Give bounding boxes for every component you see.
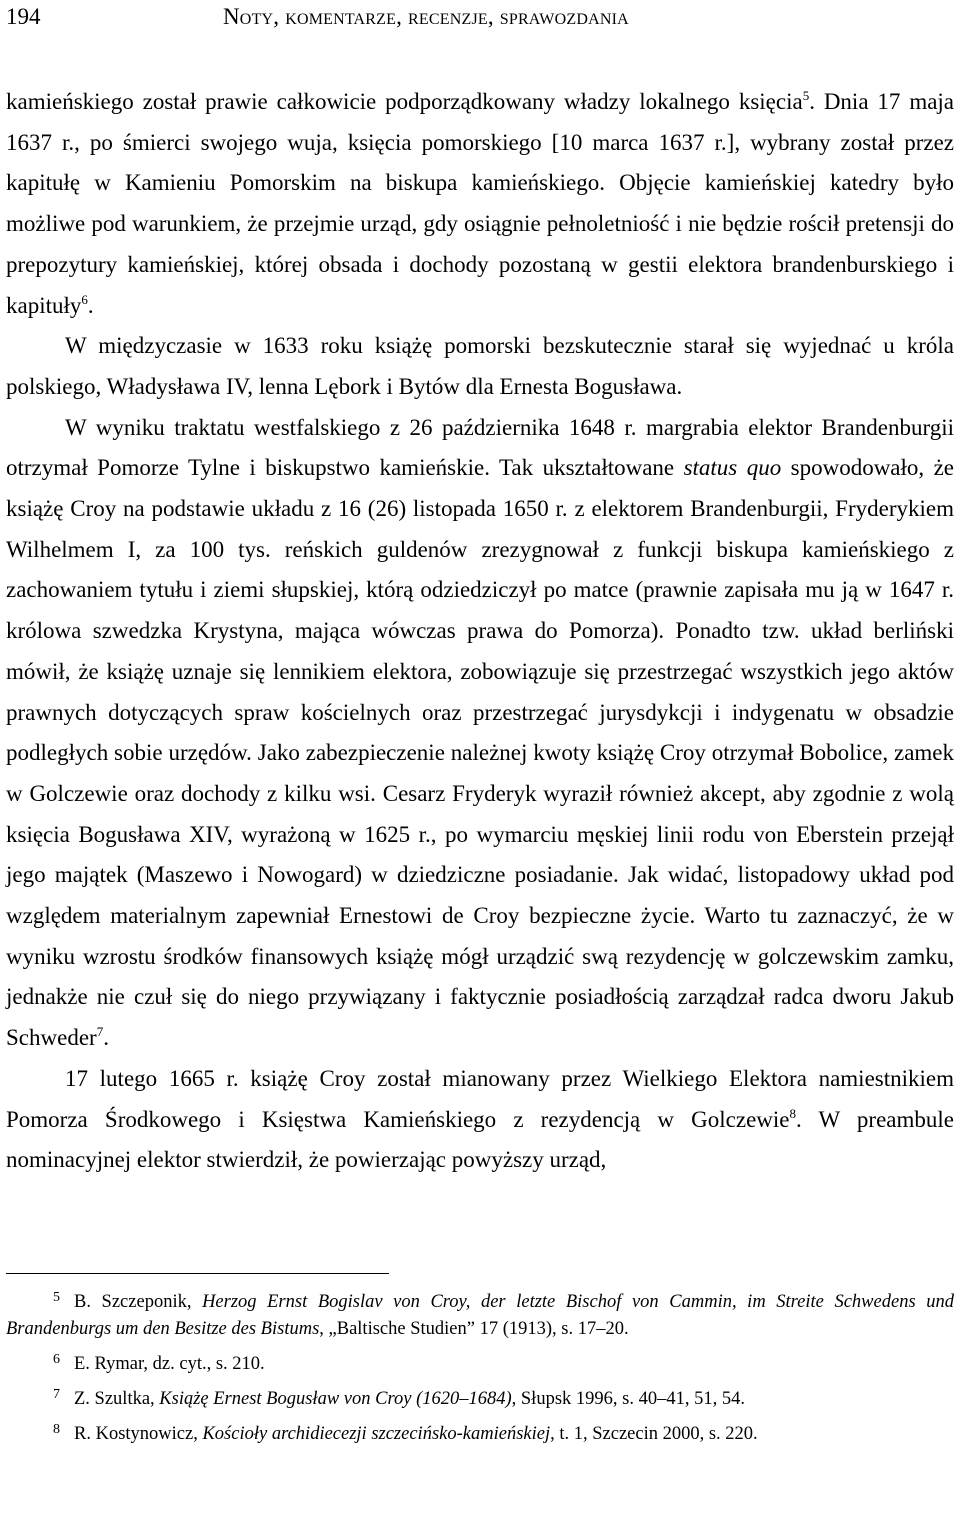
footnote-7-title: Książę Ernest Bogusław von Croy (1620–1684) xyxy=(159,1389,512,1409)
paragraph-3-text-c: . xyxy=(103,1025,109,1051)
footnote-separator xyxy=(6,1273,389,1274)
paragraph-1-text-b: . Dnia 17 maja 1637 r., po śmierci swojego wuja, księcia pomorskiego [10 marca 1637 r.], wybrany został przez kapitułę w Kamieniu Pomorskim na biskupa kamieńskiego. Objęcie kamieńskiej katedry było możliwe pod warunkiem, że przejmie urząd, gdy osiągnie pełnoletniość i nie będzie rościł pretensji do prepozytury kamieńskiej, której obsada i dochody pozostaną w gestii elektora brandenburskiego i kapituły xyxy=(6,89,955,318)
paragraph-4-text-a: 17 lutego 1665 r. książę Croy został mianowany przez Wielkiego Elektora namiestnikiem Pomorza Środkowego i Księstwa Kamieńskiego z rezydencją w Golczewie xyxy=(6,1065,954,1132)
paragraph-4 xyxy=(6,1059,954,1181)
footnote-7: 7 Z. Szultka, Książę Ernest Bogusław von Croy (1620–1684), Słupsk 1996, s. 40–41, 51, 54. xyxy=(53,1387,745,1409)
footnote-ref-6[interactable]: 6 xyxy=(81,291,88,307)
paragraph-3 xyxy=(6,408,954,1059)
paragraph-1-text-a: kamieńskiego został prawie całkowicie podporządkowany władzy lokalnego księcia xyxy=(6,89,803,114)
footnotes xyxy=(6,1289,954,1448)
paragraph-4-text-b: . W preambule nominacyjnej elektor stwierdził, że powierzając powyższy urząd, xyxy=(6,1106,954,1173)
paragraph-3-italic: status quo xyxy=(683,455,782,481)
footnote-6-text: E. Rymar, dz. cyt., s. 210. xyxy=(74,1354,265,1374)
footnote-7-author: Z. Szultka, xyxy=(74,1389,160,1409)
footnote-8: 8 R. Kostynowicz, Kościoły archidiecezji szczecińsko-kamieńskiej, t. 1, Szczecin 2000, s. 220. xyxy=(53,1422,758,1444)
paragraph-3-text-b: spowodowało, że książę Croy na podstawie układu z 16 (26) listopada 1650 r. z elektorem Brandenburgii, Fryderykiem Wilhelmem I, za 100 tys. reńskich guldenów zrezygnował z funkcji biskupa kamieńskiego z zachowaniem tytułu i ziemi słupskiej, którą odziedziczył po matce (prawnie zapisała mu ją w 1647 r. królowa szwedzka Krystyna, mająca wówczas prawa do Pomorza). Ponadto tzw. układ berliński mówił, że książę uznaje się lennikiem elektora, zobowiązuje się przestrzegać wszystkich jego aktów prawnych dotyczących spraw kościelnych oraz przestrzegać jurysdykcji i indygenatu w obsadzie podległych sobie urzędów. Jako zabezpieczenie należnej kwoty książę Croy otrzymał Bobolice, zamek w Golczewie oraz dochody z kilku wsi. Cesarz Fryderyk wyraził również akcept, aby zgodnie z wolą księcia Bogusława XIV, wyrażoną w 1625 r., po wymarciu męskiej linii rodu von Eberstein przejął jego majątek (Maszewo i Nowogard) w dziedziczne posiadanie. Jak widać, listopadowy układ pod względem materialnym zapewniał Ernestowi de Croy bezpieczne życie. Warto tu zaznaczyć, że w wyniku wzrostu środków finansowych książę mógł urządzić swą rezydencję w golczewskim zamku, jednakże nie czuł się do niego przywiązany i faktycznie posiadłością zarządzał radca dworu Jakub Schweder xyxy=(6,455,955,1051)
footnote-8-title: Kościoły archidiecezji szczecińsko-kamieńskiej xyxy=(202,1424,551,1444)
footnote-5: 5 B. Szczeponik, Herzog Ernst Bogislav von Croy, der letzte Bischof von Cammin, im Streite Schwedens und Brandenburgs um den Besitze des Bistums, „Baltische Studien” 17 (1913), s. 17–20. xyxy=(6,1290,954,1339)
footnote-6: 6 E. Rymar, dz. cyt., s. 210. xyxy=(53,1352,265,1374)
footnote-ref-7[interactable]: 7 xyxy=(96,1024,104,1040)
running-title: Noty, komentarze, recenzje, sprawozdania xyxy=(223,4,629,29)
footnote-ref-8[interactable]: 8 xyxy=(789,1105,796,1121)
page-header xyxy=(6,2,954,32)
footnote-ref-5[interactable]: 5 xyxy=(802,88,810,103)
paragraph-1-text-c: . xyxy=(87,292,94,318)
paragraph-3-text-a: W wyniku traktatu westfalskiego z 26 października 1648 r. margrabia elektor Brandenburgii otrzymał Pomorze Tylne i biskupstwo kamieńskie. Tak ukształtowane xyxy=(6,414,954,481)
footnote-5-title: Herzog Ernst Bogislav von Croy, der letzte Bischof von Cammin, im Streite Schwedens und Brandenburgs um den Besitze des Bistums xyxy=(6,1292,954,1339)
footnote-5-author: B. Szczeponik, xyxy=(74,1292,203,1312)
paragraph-2: W międzyczasie w 1633 roku książę pomorski bezskutecznie starał się wyjednać u króla polskiego, Władysława IV, lenna Lębork i Bytów dla Ernesta Bogusława. xyxy=(6,333,954,399)
footnote-8-author: R. Kostynowicz, xyxy=(74,1424,203,1444)
page-number: 194 xyxy=(6,4,41,29)
paragraph-1 xyxy=(6,82,954,326)
footnote-5-rest: , „Baltische Studien” 17 (1913), s. 17–20. xyxy=(319,1319,629,1339)
main-text xyxy=(6,82,954,1181)
footnote-8-rest: , t. 1, Szczecin 2000, s. 220. xyxy=(550,1424,758,1444)
footnote-7-rest: , Słupsk 1996, s. 40–41, 51, 54. xyxy=(511,1389,745,1409)
